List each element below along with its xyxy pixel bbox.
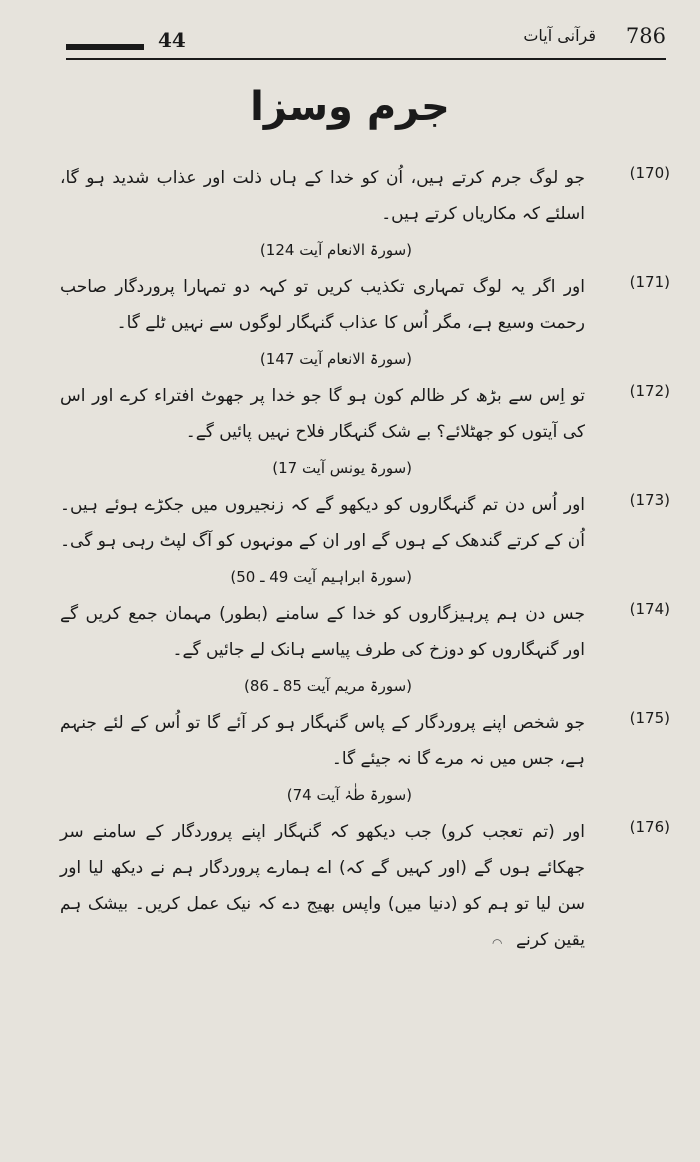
page-title: جرم وسزا: [250, 84, 450, 130]
page-number: 786: [625, 24, 666, 48]
entry: [60, 814, 670, 958]
entry-text: جس دن ہم پرہیزگاروں کو خدا کے سامنے (بطور) مہمان جمع کریں گے اور گنہگاروں کو دوزخ کی طرف پیاسے ہانک لے جائیں گے۔: [60, 604, 585, 660]
chapter-number: 44: [158, 28, 186, 52]
entry-reference: (سورۃ طٰہٰ آیت 74): [286, 786, 412, 804]
entry: [60, 160, 670, 263]
entry-reference: (سورۃ الانعام آیت 124): [259, 241, 412, 259]
entry: [60, 487, 670, 590]
entry-text: جو شخص اپنے پروردگار کے پاس گنہگار ہو کر آئے گا تو اُس کے لئے جنہم ہے، جس میں نہ مرے گا نہ جیئے گا۔: [60, 713, 585, 769]
entry: [60, 269, 670, 372]
entry-number: (170): [629, 164, 670, 182]
entry: [60, 596, 670, 699]
entry-text: اور اُس دن تم گنہگاروں کو دیکھو گے کہ زنجیروں میں جکڑے ہوئے ہیں۔ اُن کے کرتے گندھک کے ہوں گے اور ان کے مونہوں کو آگ لپٹ رہی ہو گی۔: [60, 495, 585, 551]
book-title: قرآنی آیات: [523, 26, 596, 45]
entry-number: (176): [629, 818, 670, 836]
entry-number: (171): [629, 273, 670, 291]
entry: [60, 705, 670, 808]
ink-mark-icon: ◠: [492, 936, 503, 950]
entry-text: اور (تم تعجب کرو) جب دیکھو کہ گنہگار اپنے پروردگار کے سامنے سر جھکائے ہوں گے (اور کہیں گے کہ) اے ہمارے پروردگار ہم نے دیکھ لیا اور سن لیا تو ہم کو (دنیا میں) واپس بھیج دے کہ نیک عمل کریں۔ بیشک ہم یقین کرنے: [60, 822, 585, 950]
entry-reference: (سورۃ یونس آیت 17): [272, 459, 412, 477]
entry-reference: (سورۃ الانعام آیت 147): [259, 350, 412, 368]
entry: [60, 378, 670, 481]
entry-number: (173): [629, 491, 670, 509]
page-header: [66, 18, 666, 62]
entry-text: جو لوگ جرم کرتے ہیں، اُن کو خدا کے ہاں ذلت اور عذاب شدید ہو گا، اسلئے کہ مکاریاں کرتے ہیں۔: [60, 168, 585, 224]
entry-reference: (سورۃ ابراہیم آیت 49 ـ 50): [230, 568, 412, 586]
entry-reference: (سورۃ مریم آیت 85 ـ 86): [243, 677, 412, 695]
entries: [60, 160, 670, 958]
entry-text: تو اِس سے بڑھ کر ظالم کون ہو گا جو خدا پر جھوٹ افتراء کرے اور اس کی آیتوں کو جھٹلائے؟ بے شک گنہگار فلاح نہیں پائیں گے۔: [60, 386, 585, 442]
header-rule: [66, 58, 666, 60]
entry-text: اور اگر یہ لوگ تمہاری تکذیب کریں تو کہہ دو تمہارا پروردگار صاحب رحمت وسیع ہے، مگر اُس کا عذاب گنہگار لوگوں سے نہیں ٹلے گا۔: [60, 277, 585, 333]
entry-number: (174): [629, 600, 670, 618]
entry-number: (172): [629, 382, 670, 400]
header-bar: [66, 44, 144, 50]
entry-number: (175): [629, 709, 670, 727]
